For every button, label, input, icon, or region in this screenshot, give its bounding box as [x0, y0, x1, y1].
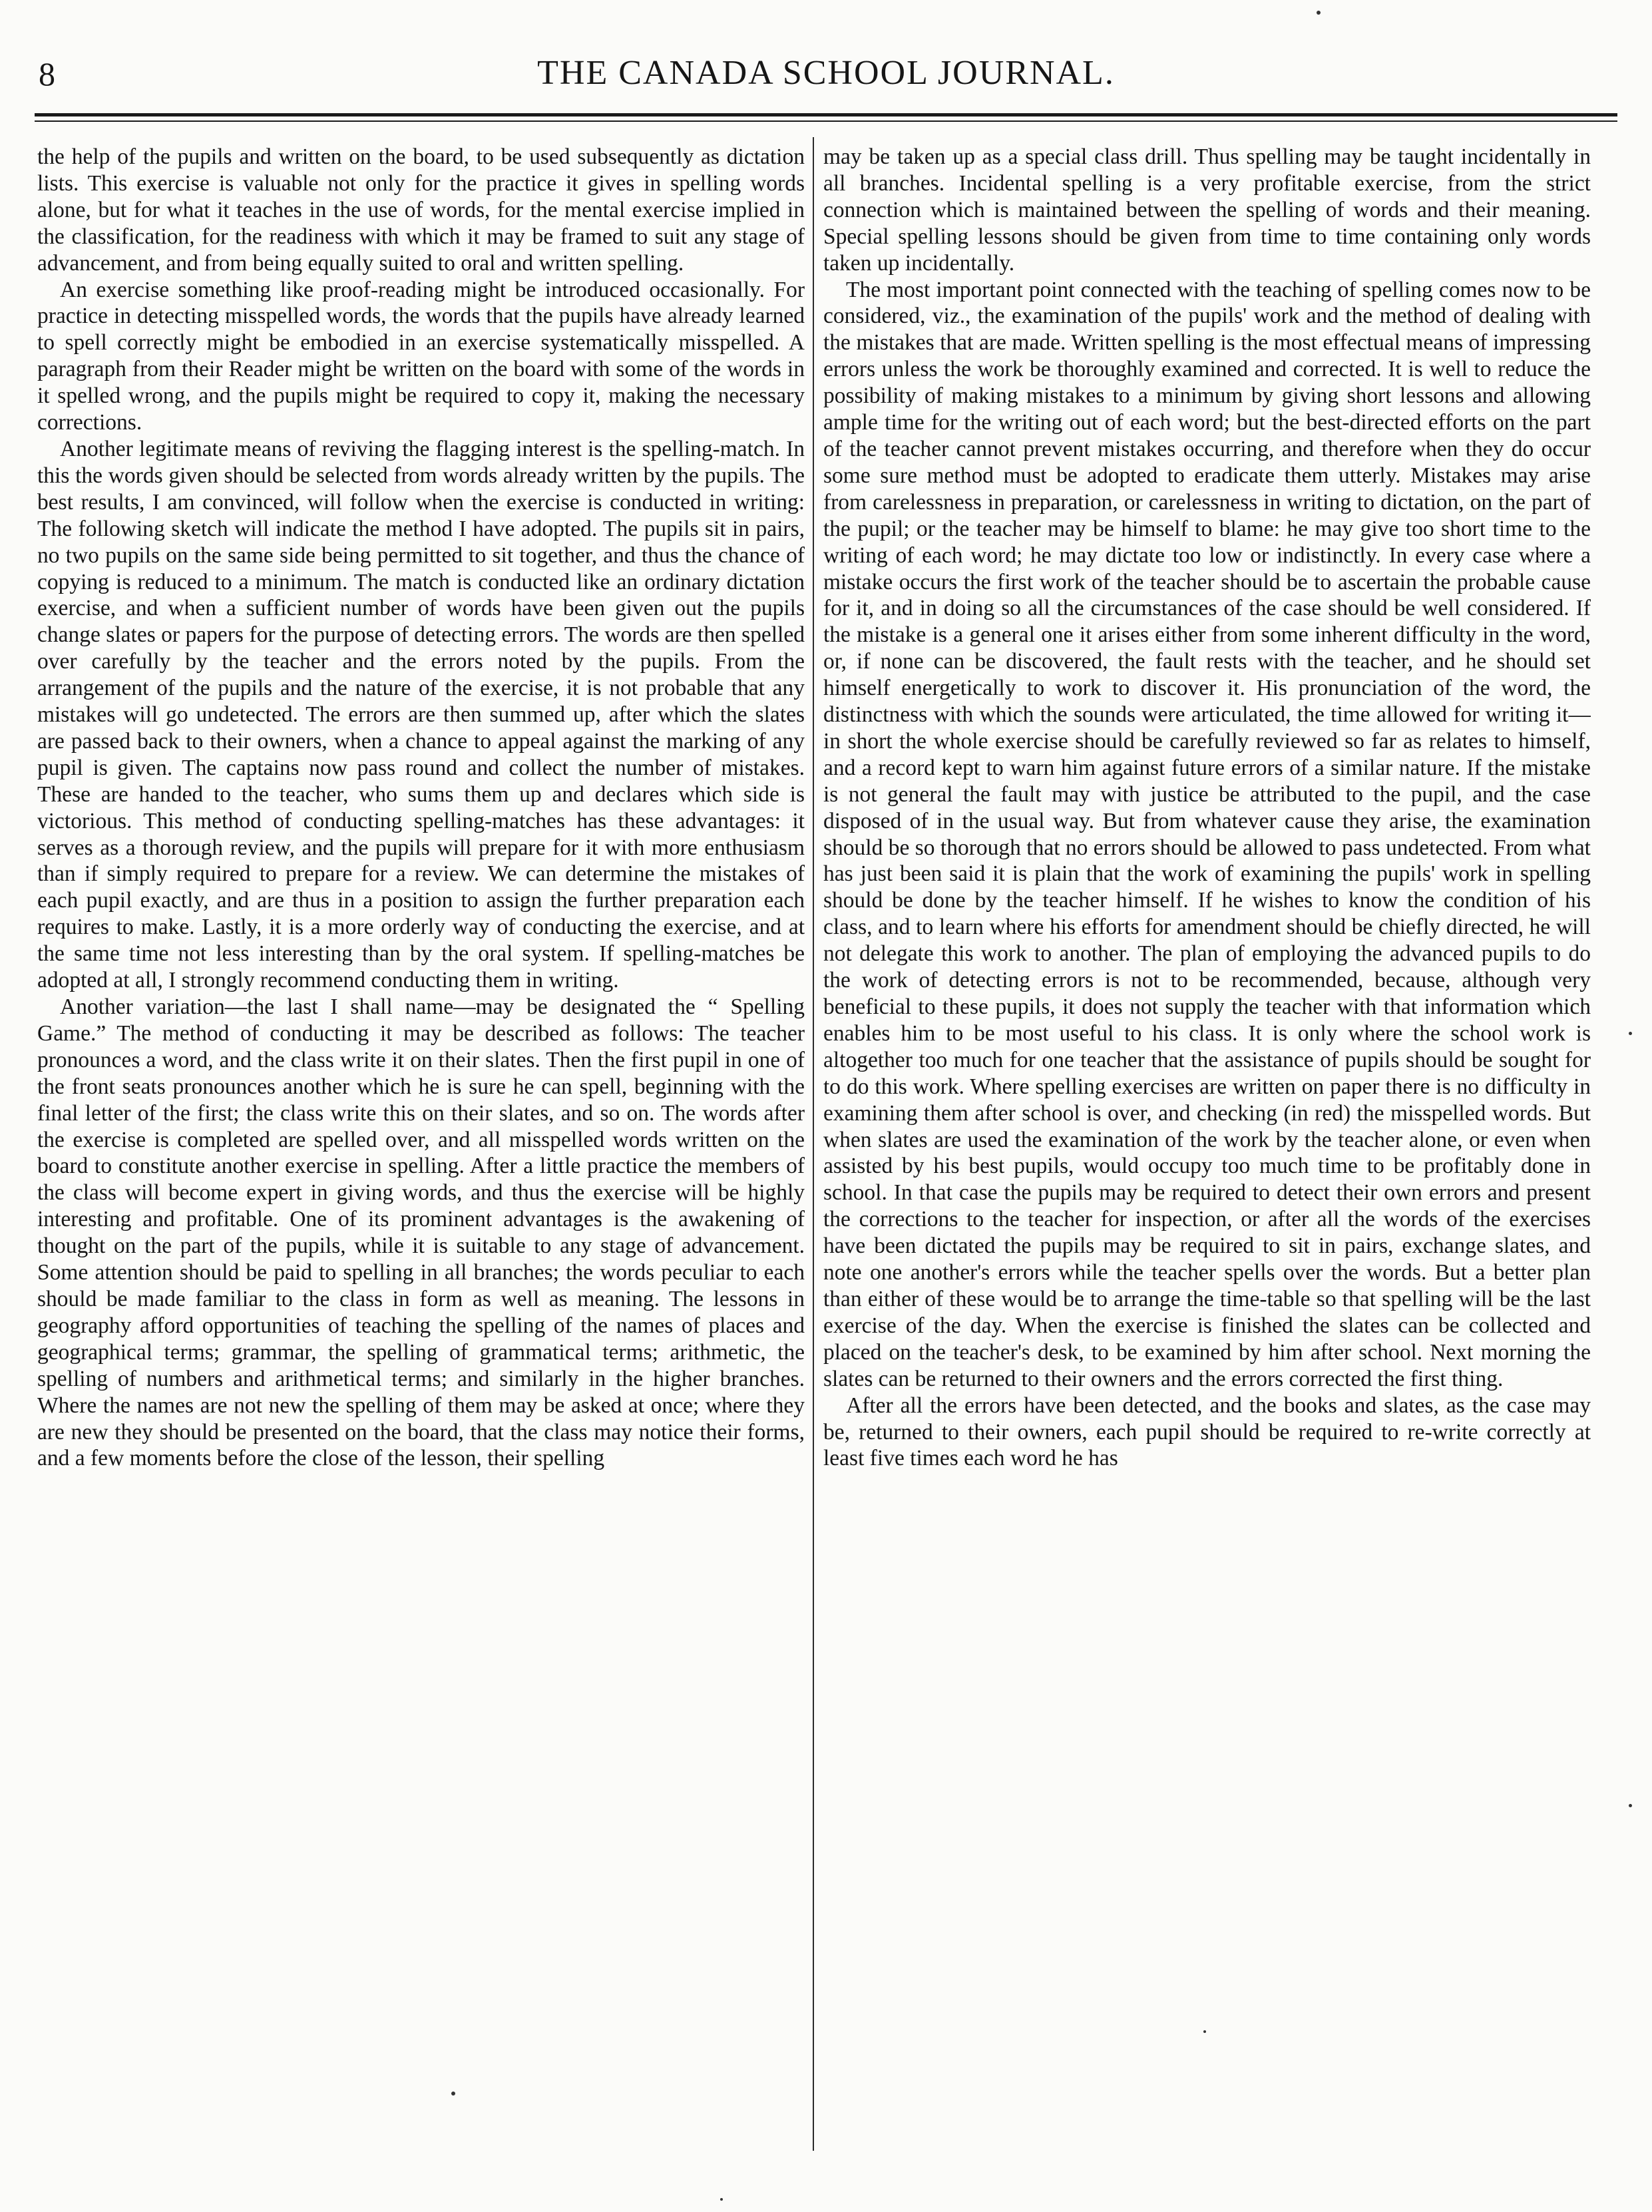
header-rule-thin [35, 120, 1617, 122]
right-paragraph-2: The most important point connected with the teaching of spelling comes now to be considered, viz., the examination of the pupils' work and the method of dealing with the mistakes that are made. Written spelling is the most effectual means of impressing errors unless the work be thoroughly examined and corrected. It is well to reduce the possibility of making mistakes to a minimum by giving short lessons and allowing ample time for the writing out of each word; but the best-directed efforts on the part of the teacher cannot prevent mistakes occurring, and therefore when they do occur some sure method must be adopted to eradicate them utterly. Mistakes may arise from carelessness in preparation, or carelessness in writing to dictation, on the part of the pupil; or the teacher may be himself to blame: he may give too short time to the writing of each word; he may dictate too low or indistinctly. In every case where a mistake occurs the first work of the teacher should be to ascertain the probable cause for it, and in doing so all the circumstances of the case should be well considered. If the mistake is a general one it arises either from some inherent difficulty in the word, or, if none can be discovered, the fault rests with the teacher, and he should set himself energetically to work to discover it. His pronunciation of the word, the distinctness with which the sounds were articulated, the time allowed for writing it—in short the whole exercise should be carefully reviewed so far as relates to himself, and a record kept to warn him against future errors of a similar nature. If the mistake is not general the fault may with justice be attributed to the pupil, and the case disposed of in the usual way. But from whatever cause they arise, the examination should be so thorough that no errors should be allowed to pass undetected. From what has just been said it is plain that the work of examining the pupils' work in spelling should be done by the teacher himself. If he wishes to know the condition of his class, and to learn where his efforts for amendment should be chiefly directed, he will not delegate this work to another. The plan of employing the advanced pupils to do the work of detecting errors is not to be recommended, because, although very beneficial to these pupils, it does not supply the teacher with that information which enables him to be most useful to his class. It is only where the school work is altogether too much for one teacher that the assistance of pupils should be sought for to do this work. Where spelling exercises are written on paper there is no difficulty in examining them after school is over, and checking (in red) the misspelled words. But when slates are used the examination of the work by the teacher alone, or even when assisted by his best pupils, would occupy too much time to be profitably done in school. In that case the pupils may be required to detect their own errors and present the corrections to the teacher for inspection, or after all the words of the exercises have been dictated the pupils may be required to sit in pairs, exchange slates, and note one another's errors while the teacher spells over the words. But a better plan than either of these would be to arrange the time-table so that spelling will be the last exercise of the day. When the exercise is finished the slates can be collected and placed on the teacher's desk, to be examined by him after school. Next morning the slates can be returned to their owners and the errors corrected the first thing. [823, 277, 1591, 1391]
scan-speck [1629, 1032, 1632, 1035]
left-paragraph-3: Another legitimate means of reviving the flagging interest is the spelling-match. In this the words given should be selected from words already written by the pupils. The best results, I am convinced, will follow when the exercise is conducted in writing: The following sketch will indicate the method I have adopted. The pupils sit in pairs, no two pupils on the same side being permitted to sit together, and thus the chance of copying is reduced to a minimum. The match is conducted like an ordinary dictation exercise, and when a sufficient number of words have been given out the pupils change slates or papers for the purpose of detecting errors. The words are then spelled over carefully by the teacher and the errors noted by the pupils. From the arrangement of the pupils and the nature of the exercise, it is not probable that any mistakes will go undetected. The errors are then summed up, after which the slates are passed back to their owners, when a chance to appeal against the marking of any pupil is given. The captains now pass round and collect the number of mistakes. These are handed to the teacher, who sums them up and declares which side is victorious. This method of conducting spelling-matches has these advantages: it serves as a thorough review, and the pupils will prepare for it with more enthusiasm than if simply required to prepare for a review. We can determine the mistakes of each pupil exactly, and are thus in a position to assign the further preparation each requires to make. Lastly, it is a more orderly way of conducting the exercise, and at the same time not less interesting than by the oral system. If spelling-matches be adopted at all, I strongly recommend conducting them in writing. [37, 436, 805, 993]
scan-speck [1317, 11, 1321, 15]
scan-speck [1629, 1804, 1632, 1807]
left-paragraph-1: the help of the pupils and written on the board, to be used subsequently as dictation lists. This exercise is valuable not only for the practice it gives in spelling words alone, but for what it teaches in the use of words, for the mental exercise implied in the classification, for the readiness with which it may be framed to suit any stage of advancement, and from being equally suited to oral and written spelling. [37, 144, 805, 276]
column-divider [813, 137, 814, 2151]
left-paragraph-4: Another variation—the last I shall name—may be designated the “ Spelling Game.” The method of conducting it may be described as follows: The teacher pronounces a word, and the class write it on their slates. Then the first pupil in one of the front seats pronounces another which he is sure he can spell, beginning with the final letter of the first; the class write this on their slates, and so on. The words after the exercise is completed are spelled over, and all misspelled words written on the board to constitute another exercise in spelling. After a little practice the members of the class will become expert in giving words, and thus the exercise will be highly interesting and profitable. One of its prominent advantages is the awakening of thought on the part of the pupils, while it is suitable to any stage of advancement. Some attention should be paid to spelling in all branches; the words peculiar to each should be made familiar to the class in form as well as meaning. The lessons in geography afford opportunities of teaching the spelling of the names of places and geographical terms; grammar, the spelling of grammatical terms; arithmetic, the spelling of numbers and arithmetical terms; and similarly in the higher branches. Where the names are not new the spelling of them may be asked at once; where they are new they should be presented on the board, that the class may notice their forms, and a few moments before the close of the lesson, their spelling [37, 995, 805, 1471]
left-paragraph-2: An exercise something like proof-reading might be introduced occasionally. For practice in detecting misspelled words, the words that the pupils have already learned to spell correctly might be embodied in an exercise systematically misspelled. A paragraph from their Reader might be written on the board with some of the words in it spelled wrong, and the pupils might be required to copy it, making the necessary corrections. [37, 277, 805, 435]
journal-title: THE CANADA SCHOOL JOURNAL. [537, 54, 1115, 92]
scan-speck [1203, 2030, 1206, 2033]
right-column [823, 144, 1591, 2147]
right-paragraph-3: After all the errors have been detected, and the books and slates, as the case may be, returned to their owners, each pupil should be required to re-write correctly at least five times each word he has [823, 1393, 1591, 1471]
scan-speck [720, 2198, 723, 2201]
scan-speck [451, 2092, 455, 2096]
header-rule-thick [35, 113, 1617, 116]
right-paragraph-1: may be taken up as a special class drill. Thus spelling may be taught incidentally in all branches. Incidental spelling is a very profitable exercise, from the strict connection which is maintained between the spelling of words and their meaning. Special spelling lessons should be given from time to time containing only words taken up incidentally. [823, 144, 1591, 276]
page-number: 8 [39, 55, 55, 93]
left-column [37, 144, 805, 2147]
